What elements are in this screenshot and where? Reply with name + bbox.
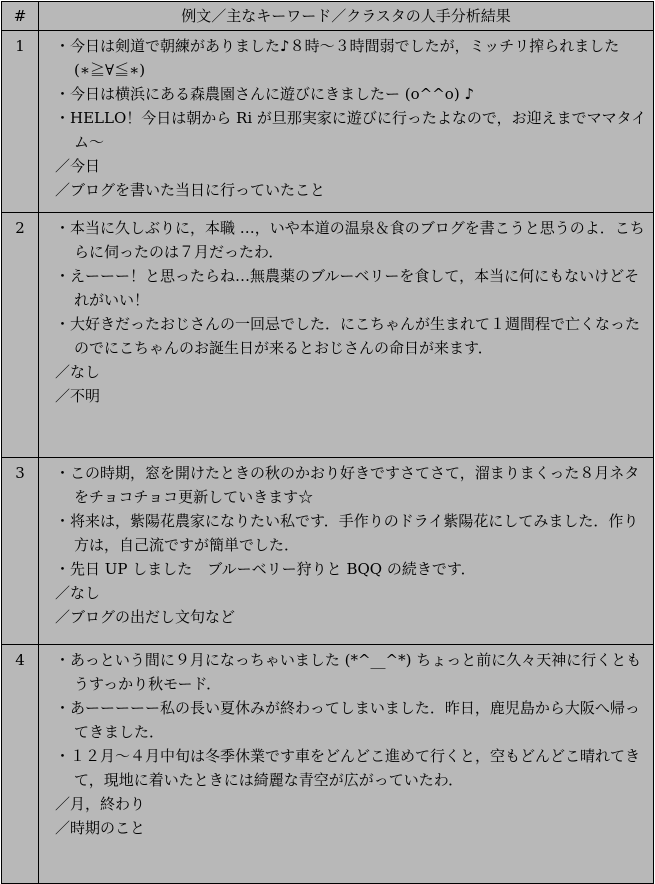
cluster-analysis: ／時期のこと (55, 819, 146, 837)
example-sentence: ・先日 UP しました ブルーベリー狩りと BQQ の続きです． (55, 560, 476, 578)
example-sentence: ・今日は剣道で朝練がありました♪８時〜３時間弱でしたが，ミッチリ搾られました (∗≧∀≦∗) (55, 37, 620, 79)
example-sentence: ・あっという間に９月になっちゃいました (*^__^*) ちょっと前に久々天神に行くともうすっかり秋モード． (55, 651, 642, 693)
cluster-analysis: ／ブログを書いた当日に行っていたこと (55, 181, 326, 199)
example-sentence: ・大好きだったおじさんの一回忌でした．にこちゃんが生まれて１週間程で亡くなったのでにこちゃんのお誕生日が来るとおじさんの命日が来ます． (55, 315, 641, 357)
table-row (2, 213, 654, 458)
main-keywords: ／月，終わり (55, 795, 146, 813)
row-content (39, 213, 654, 458)
row-content (39, 458, 654, 645)
row-number: 4 (2, 645, 39, 884)
example-sentence: ・将来は，紫陽花農家になりたい私です．手作りのドライ紫陽花にしてみました．作り方は，自己流ですが簡単でした． (55, 512, 639, 554)
row-number: 3 (2, 458, 39, 645)
cluster-analysis-table (1, 1, 654, 884)
main-keywords: ／今日 (55, 157, 101, 175)
table-row (2, 31, 654, 213)
main-keywords: ／なし (55, 363, 101, 381)
row-number: 2 (2, 213, 39, 458)
example-sentence: ・１２月〜４月中旬は冬季休業です車をどんどこ進めて行くと，空もどんどこ晴れてきて，現地に着いたときには綺麗な青空が広がっていたわ． (55, 747, 641, 789)
header-row (2, 2, 654, 31)
row-content (39, 31, 654, 213)
example-sentence: ・今日は横浜にある森農園さんに遊びにきましたー (o^^o) ♪ (55, 85, 475, 103)
example-sentence: ・この時期，窓を開けたときの秋のかおり好きですさてさて，溜まりまくった８月ネタをチョコチョコ更新していきます☆ (55, 464, 640, 506)
example-sentence: ・えーーー！と思ったらね…無農薬のブルーベリーを食して，本当に何にもないけどそれがいい！ (55, 267, 640, 309)
row-content (39, 645, 654, 884)
row-number: 1 (2, 31, 39, 213)
cluster-analysis: ／ブログの出だし文句など (55, 608, 236, 626)
cluster-analysis: ／不明 (55, 387, 101, 405)
example-sentence: ・本当に久しぶりに，本職 …，いや本道の温泉＆食のブログを書こうと思うのよ．こちらに伺ったのは７月だったわ． (55, 219, 645, 261)
example-sentence: ・あーーーーー私の長い夏休みが終わってしまいました．昨日，鹿児島から大阪へ帰ってきました． (55, 699, 640, 741)
example-sentence: ・HELLO！今日は朝から Ri が旦那実家に遊びに行ったよなので，お迎えまでママタイム〜 (55, 109, 647, 151)
table-row (2, 458, 654, 645)
header-content: 例文／主なキーワード／クラスタの人手分析結果 (39, 2, 654, 31)
header-number: # (2, 2, 39, 31)
main-keywords: ／なし (55, 584, 101, 602)
table-row (2, 645, 654, 884)
